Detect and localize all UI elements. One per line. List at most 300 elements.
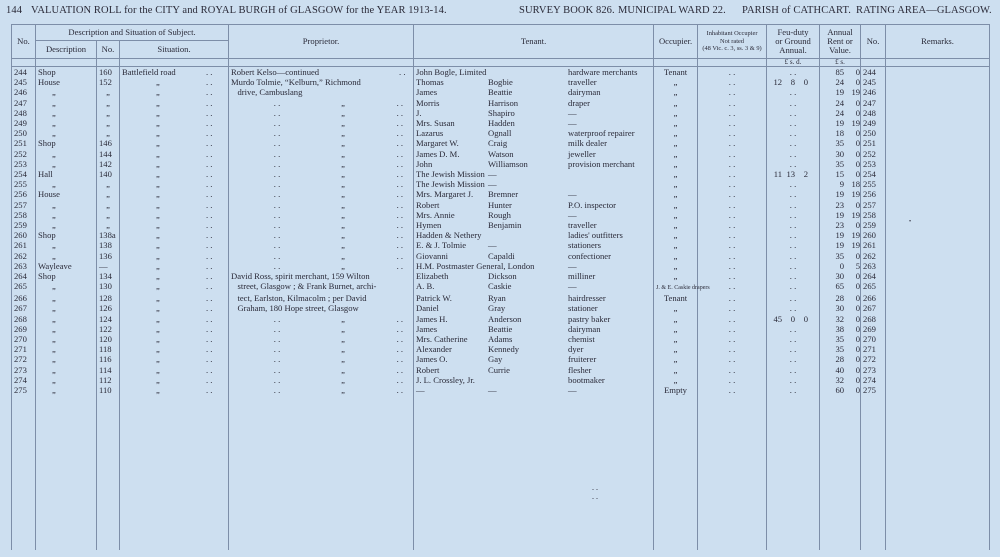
occupier-cell: „: [654, 251, 698, 261]
tenant-cell: The Jewish Mission —: [414, 179, 654, 189]
occupier-cell: „: [654, 210, 698, 220]
inhabitant-cell: . .: [698, 251, 767, 261]
survey-book: SURVEY BOOK 826.: [519, 5, 615, 16]
col-header-situation: Situation.: [120, 41, 229, 59]
description-cell: House: [36, 189, 97, 199]
occupier-cell: „: [654, 189, 698, 199]
feu-duty-cell: . .: [767, 230, 820, 240]
situation-cell: „ . .: [120, 240, 229, 250]
situation-cell: „ . .: [120, 149, 229, 159]
description-cell: „: [36, 220, 97, 230]
annual-rent-cell: 23 0: [820, 200, 861, 210]
street-no-cell: 128: [97, 293, 120, 303]
inhabitant-cell: . .: [698, 87, 767, 97]
remarks-cell: [886, 385, 990, 395]
description-cell: Shop: [36, 230, 97, 240]
feu-duty-cell: . .: [767, 220, 820, 230]
entry-no-right: 260: [861, 230, 886, 240]
feu-duty-cell: . .: [767, 324, 820, 334]
feu-duty-cell: . .: [767, 354, 820, 364]
street-no-cell: 126: [97, 303, 120, 313]
entry-no: 261: [12, 240, 36, 250]
occupier-cell: Tenant: [654, 293, 698, 303]
inhabitant-cell: . .: [698, 344, 767, 354]
entry-no: 246: [12, 87, 36, 97]
remarks-cell: [886, 293, 990, 303]
occupier-cell: „: [654, 375, 698, 385]
entry-no-right: 267: [861, 303, 886, 313]
rating-area: RATING AREA—GLASGOW.: [856, 5, 992, 16]
inhabitant-cell: . .: [698, 108, 767, 118]
description-cell: „: [36, 128, 97, 138]
tenant-cell: Mrs. Susan Hadden —: [414, 118, 654, 128]
entry-no-right: 272: [861, 354, 886, 364]
entry-no-right: 261: [861, 240, 886, 250]
street-no-cell: 114: [97, 365, 120, 375]
col-header-occupier: Occupier.: [654, 25, 698, 59]
description-cell: „: [36, 240, 97, 250]
feu-duty-cell: . .: [767, 87, 820, 97]
proprietor-cell: . . „ . .: [229, 324, 414, 334]
table-row: [12, 303, 990, 313]
inhabitant-cell: . .: [698, 169, 767, 179]
remarks-cell: [886, 77, 990, 87]
description-cell: „: [36, 375, 97, 385]
tenant-cell: Morris Harrison draper: [414, 98, 654, 108]
situation-cell: „ . .: [120, 220, 229, 230]
entry-no-right: 255: [861, 179, 886, 189]
proprietor-cell: . . „ . .: [229, 220, 414, 230]
tenant-cell: Robert Currie flesher: [414, 365, 654, 375]
situation-cell: „ . .: [120, 118, 229, 128]
occupier-cell: „: [654, 118, 698, 128]
occupier-cell: „: [654, 230, 698, 240]
remarks-cell: [886, 189, 990, 199]
occupier-cell: „: [654, 303, 698, 313]
annual-rent-cell: 35 0: [820, 344, 861, 354]
proprietor-cell: . . „ . .: [229, 98, 414, 108]
entry-no: 245: [12, 77, 36, 87]
situation-cell: „ . .: [120, 334, 229, 344]
entry-no: 254: [12, 169, 36, 179]
inhabitant-cell: . .: [698, 128, 767, 138]
remarks-cell: [886, 128, 990, 138]
tenant-cell: A. B. Caskie —: [414, 281, 654, 293]
remarks-cell: [886, 87, 990, 97]
occupier-cell: „: [654, 324, 698, 334]
tenant-cell: John Williamson provision merchant: [414, 159, 654, 169]
remarks-cell: [886, 210, 990, 220]
remarks-cell: [886, 169, 990, 179]
proprietor-cell: David Ross, spirit merchant, 159 Wilton: [229, 271, 414, 281]
occupier-cell: Tenant: [654, 67, 698, 78]
situation-cell: „ . .: [120, 87, 229, 97]
annual-rent-cell: 19 19: [820, 118, 861, 128]
remarks-cell: [886, 138, 990, 148]
annual-rent-cell: 23 0: [820, 220, 861, 230]
situation-cell: „ . .: [120, 271, 229, 281]
proprietor-cell: . . „ . .: [229, 159, 414, 169]
occupier-cell: „: [654, 149, 698, 159]
feu-duty-cell: . .: [767, 138, 820, 148]
annual-rent-cell: 32 0: [820, 375, 861, 385]
entry-no: 268: [12, 314, 36, 324]
table-row: [12, 240, 990, 250]
feu-duty-cell: . .: [767, 149, 820, 159]
table-row: [12, 344, 990, 354]
inhabitant-cell: . .: [698, 354, 767, 364]
proprietor-cell: . . „ . .: [229, 230, 414, 240]
table-row: [12, 200, 990, 210]
description-cell: „: [36, 251, 97, 261]
description-cell: „: [36, 365, 97, 375]
occupier-cell: „: [654, 87, 698, 97]
situation-cell: „ . .: [120, 230, 229, 240]
street-no-cell: 124: [97, 314, 120, 324]
proprietor-cell: . . „ . .: [229, 251, 414, 261]
tenant-cell: Daniel Gray stationer: [414, 303, 654, 313]
table-body: [12, 67, 990, 551]
table-row: [12, 324, 990, 334]
description-cell: „: [36, 303, 97, 313]
inhabitant-cell: . .: [698, 189, 767, 199]
entry-no: 250: [12, 128, 36, 138]
proprietor-cell: . . „ . .: [229, 344, 414, 354]
tenant-cell: The Jewish Mission —: [414, 169, 654, 179]
feu-duty-cell: . .: [767, 128, 820, 138]
description-cell: Shop: [36, 67, 97, 78]
entry-no: 247: [12, 98, 36, 108]
situation-cell: „ . .: [120, 210, 229, 220]
street-no-cell: 138a: [97, 230, 120, 240]
feu-duty-cell: . .: [767, 344, 820, 354]
remarks-cell: [886, 314, 990, 324]
situation-cell: „ . .: [120, 281, 229, 293]
tenant-cell: Alexander Kennedy dyer: [414, 344, 654, 354]
occupier-cell: J. & E. Caskie drapers: [654, 281, 698, 293]
street-no-cell: 142: [97, 159, 120, 169]
entry-no-right: 246: [861, 87, 886, 97]
proprietor-cell: street, Glasgow ; & Frank Burnet, archi-: [229, 281, 414, 293]
occupier-cell: „: [654, 108, 698, 118]
annual-rent-cell: 19 19: [820, 240, 861, 250]
entry-no: 275: [12, 385, 36, 395]
description-cell: „: [36, 118, 97, 128]
inhabitant-cell: . .: [698, 365, 767, 375]
situation-cell: „ . .: [120, 98, 229, 108]
parish: PARISH of CATHCART.: [742, 5, 851, 16]
entry-no-right: 254: [861, 169, 886, 179]
description-cell: „: [36, 98, 97, 108]
entry-no: 258: [12, 210, 36, 220]
proprietor-cell: Robert Kelso—continued . .: [229, 67, 414, 78]
table-row: [12, 281, 990, 293]
street-no-cell: 138: [97, 240, 120, 250]
street-no-cell: 144: [97, 149, 120, 159]
proprietor-cell: . . „ . .: [229, 261, 414, 271]
table-row: [12, 128, 990, 138]
remarks-cell: [886, 108, 990, 118]
entry-no: 271: [12, 344, 36, 354]
proprietor-cell: . . „ . .: [229, 354, 414, 364]
situation-cell: „ . .: [120, 200, 229, 210]
description-cell: „: [36, 334, 97, 344]
remarks-cell: [886, 375, 990, 385]
description-cell: „: [36, 314, 97, 324]
remarks-cell: [886, 159, 990, 169]
inhabitant-cell: . .: [698, 77, 767, 87]
entry-no-right: 270: [861, 334, 886, 344]
inhabitant-cell: . .: [698, 210, 767, 220]
table-row: [12, 169, 990, 179]
situation-cell: „ . .: [120, 159, 229, 169]
proprietor-cell: Murdo Tolmie, “Kelburn,” Richmond: [229, 77, 414, 87]
annual-rent-cell: 24 0: [820, 108, 861, 118]
table-filler-row: [12, 395, 990, 550]
annual-rent-cell: 35 0: [820, 251, 861, 261]
entry-no: 256: [12, 189, 36, 199]
description-cell: „: [36, 344, 97, 354]
annual-rent-cell: 38 0: [820, 324, 861, 334]
feu-duty-cell: . .: [767, 98, 820, 108]
inhabitant-cell: . .: [698, 118, 767, 128]
tenant-cell: James Beattie dairyman: [414, 87, 654, 97]
entry-no: 266: [12, 293, 36, 303]
feu-duty-cell: . .: [767, 179, 820, 189]
page-number: 144: [6, 5, 23, 16]
description-cell: „: [36, 159, 97, 169]
tenant-cell: Elizabeth Dickson milliner: [414, 271, 654, 281]
entry-no-right: 264: [861, 271, 886, 281]
inhabitant-cell: . .: [698, 159, 767, 169]
annual-rent-cell: 30 0: [820, 271, 861, 281]
entry-no-right: 252: [861, 149, 886, 159]
feu-duty-cell: 12 8 0: [767, 77, 820, 87]
occupier-cell: „: [654, 334, 698, 344]
annual-rent-cell: 9 18: [820, 179, 861, 189]
inhabitant-cell: . .: [698, 314, 767, 324]
tenant-cell: Hadden & Nethery ladies' outfitters: [414, 230, 654, 240]
situation-cell: „ . .: [120, 138, 229, 148]
remarks-cell: [886, 251, 990, 261]
remarks-cell: [886, 98, 990, 108]
situation-cell: „ . .: [120, 261, 229, 271]
situation-cell: „ . .: [120, 314, 229, 324]
proprietor-cell: . . „ . .: [229, 385, 414, 395]
tenant-cell: James O. Gay fruiterer: [414, 354, 654, 364]
entry-no: 251: [12, 138, 36, 148]
description-cell: Shop: [36, 138, 97, 148]
remarks-cell: [886, 334, 990, 344]
feu-duty-cell: . .: [767, 240, 820, 250]
description-cell: Wayleave: [36, 261, 97, 271]
feu-units: £ s. d.: [767, 59, 820, 67]
entry-no-right: 253: [861, 159, 886, 169]
annual-rent-cell: 30 0: [820, 149, 861, 159]
footer-dots: . . . .: [592, 483, 598, 501]
description-cell: „: [36, 87, 97, 97]
feu-duty-cell: . .: [767, 293, 820, 303]
situation-cell: „ . .: [120, 77, 229, 87]
street-no-cell: „: [97, 179, 120, 189]
remarks-cell: [886, 271, 990, 281]
street-no-cell: 112: [97, 375, 120, 385]
annual-rent-cell: 60 0: [820, 385, 861, 395]
margin-mark: •: [909, 219, 912, 225]
col-header-tenant: Tenant.: [414, 25, 654, 59]
inhabitant-cell: . .: [698, 324, 767, 334]
entry-no-right: 249: [861, 118, 886, 128]
table-row: [12, 189, 990, 199]
entry-no: 257: [12, 200, 36, 210]
street-no-cell: „: [97, 210, 120, 220]
entry-no-right: 268: [861, 314, 886, 324]
tenant-cell: James H. Anderson pastry baker: [414, 314, 654, 324]
proprietor-cell: . . „ . .: [229, 169, 414, 179]
inhabitant-cell: . .: [698, 375, 767, 385]
proprietor-cell: tect, Earlston, Kilmacolm ; per David: [229, 293, 414, 303]
entry-no: 267: [12, 303, 36, 313]
entry-no: 252: [12, 149, 36, 159]
proprietor-cell: . . „ . .: [229, 365, 414, 375]
feu-duty-cell: . .: [767, 281, 820, 293]
occupier-cell: „: [654, 365, 698, 375]
tenant-cell: Hymen Benjamin traveller: [414, 220, 654, 230]
proprietor-cell: . . „ . .: [229, 108, 414, 118]
entry-no: 259: [12, 220, 36, 230]
inhabitant-cell: . .: [698, 261, 767, 271]
entry-no-right: 251: [861, 138, 886, 148]
entry-no-right: 250: [861, 128, 886, 138]
description-cell: „: [36, 149, 97, 159]
description-cell: „: [36, 200, 97, 210]
situation-cell: „ . .: [120, 293, 229, 303]
feu-duty-cell: 11 13 2: [767, 169, 820, 179]
entry-no-right: 257: [861, 200, 886, 210]
proprietor-cell: . . „ . .: [229, 138, 414, 148]
street-no-cell: „: [97, 108, 120, 118]
feu-duty-cell: . .: [767, 67, 820, 78]
entry-no: 265: [12, 281, 36, 293]
annual-rent-cell: 28 0: [820, 354, 861, 364]
street-no-cell: 152: [97, 77, 120, 87]
remarks-cell: [886, 303, 990, 313]
entry-no-right: 265: [861, 281, 886, 293]
annual-rent-cell: 24 0: [820, 77, 861, 87]
table-row: [12, 118, 990, 128]
description-cell: „: [36, 108, 97, 118]
inhabitant-cell: . .: [698, 67, 767, 78]
inhabitant-cell: . .: [698, 98, 767, 108]
table-row: [12, 261, 990, 271]
inhabitant-cell: . .: [698, 281, 767, 293]
tenant-cell: John Bogle, Limited hardware merchants: [414, 67, 654, 78]
table-row: [12, 67, 990, 78]
rent-units: £ s.: [820, 59, 861, 67]
remarks-cell: [886, 240, 990, 250]
description-cell: „: [36, 210, 97, 220]
entry-no-right: 263: [861, 261, 886, 271]
remarks-cell: [886, 324, 990, 334]
situation-cell: „ . .: [120, 375, 229, 385]
entry-no: 255: [12, 179, 36, 189]
entry-no: 270: [12, 334, 36, 344]
entry-no: 264: [12, 271, 36, 281]
occupier-cell: „: [654, 220, 698, 230]
annual-rent-cell: 28 0: [820, 293, 861, 303]
table-header: [12, 25, 990, 67]
annual-rent-cell: 19 19: [820, 210, 861, 220]
annual-rent-cell: 0 5: [820, 261, 861, 271]
remarks-cell: [886, 179, 990, 189]
page-header: [6, 5, 996, 23]
street-no-cell: „: [97, 118, 120, 128]
proprietor-cell: . . „ . .: [229, 189, 414, 199]
inhabitant-cell: . .: [698, 230, 767, 240]
situation-cell: „ . .: [120, 108, 229, 118]
description-cell: „: [36, 385, 97, 395]
table-row: [12, 179, 990, 189]
situation-cell: „ . .: [120, 251, 229, 261]
situation-cell: „ . .: [120, 169, 229, 179]
occupier-cell: „: [654, 314, 698, 324]
street-no-cell: 134: [97, 271, 120, 281]
street-no-cell: 130: [97, 281, 120, 293]
description-cell: „: [36, 293, 97, 303]
table-row: [12, 365, 990, 375]
table-row: [12, 149, 990, 159]
entry-no-right: 247: [861, 98, 886, 108]
description-cell: „: [36, 281, 97, 293]
feu-duty-cell: . .: [767, 261, 820, 271]
occupier-cell: „: [654, 200, 698, 210]
entry-no-right: 258: [861, 210, 886, 220]
table-row: [12, 220, 990, 230]
situation-cell: „ . .: [120, 179, 229, 189]
table-row: [12, 108, 990, 118]
description-cell: House: [36, 77, 97, 87]
inhabitant-cell: . .: [698, 334, 767, 344]
municipal-ward: MUNICIPAL WARD 22.: [618, 5, 726, 16]
feu-duty-cell: . .: [767, 200, 820, 210]
occupier-cell: „: [654, 138, 698, 148]
col-header-remarks: Remarks.: [886, 25, 990, 59]
remarks-cell: [886, 230, 990, 240]
table-row: [12, 334, 990, 344]
proprietor-cell: . . „ . .: [229, 240, 414, 250]
annual-rent-cell: 30 0: [820, 303, 861, 313]
tenant-cell: Giovanni Capaldi confectioner: [414, 251, 654, 261]
street-no-cell: 160: [97, 67, 120, 78]
street-no-cell: 122: [97, 324, 120, 334]
remarks-cell: [886, 118, 990, 128]
remarks-cell: [886, 344, 990, 354]
street-no-cell: „: [97, 128, 120, 138]
table-row: [12, 138, 990, 148]
annual-rent-cell: 35 0: [820, 334, 861, 344]
street-no-cell: 146: [97, 138, 120, 148]
annual-rent-cell: 19 19: [820, 189, 861, 199]
table-row: [12, 251, 990, 261]
entry-no-right: 271: [861, 344, 886, 354]
valuation-table: [11, 24, 990, 550]
annual-rent-cell: 65 0: [820, 281, 861, 293]
description-cell: Shop: [36, 271, 97, 281]
occupier-cell: „: [654, 77, 698, 87]
annual-rent-cell: 18 0: [820, 128, 861, 138]
entry-no-right: 256: [861, 189, 886, 199]
occupier-cell: „: [654, 344, 698, 354]
